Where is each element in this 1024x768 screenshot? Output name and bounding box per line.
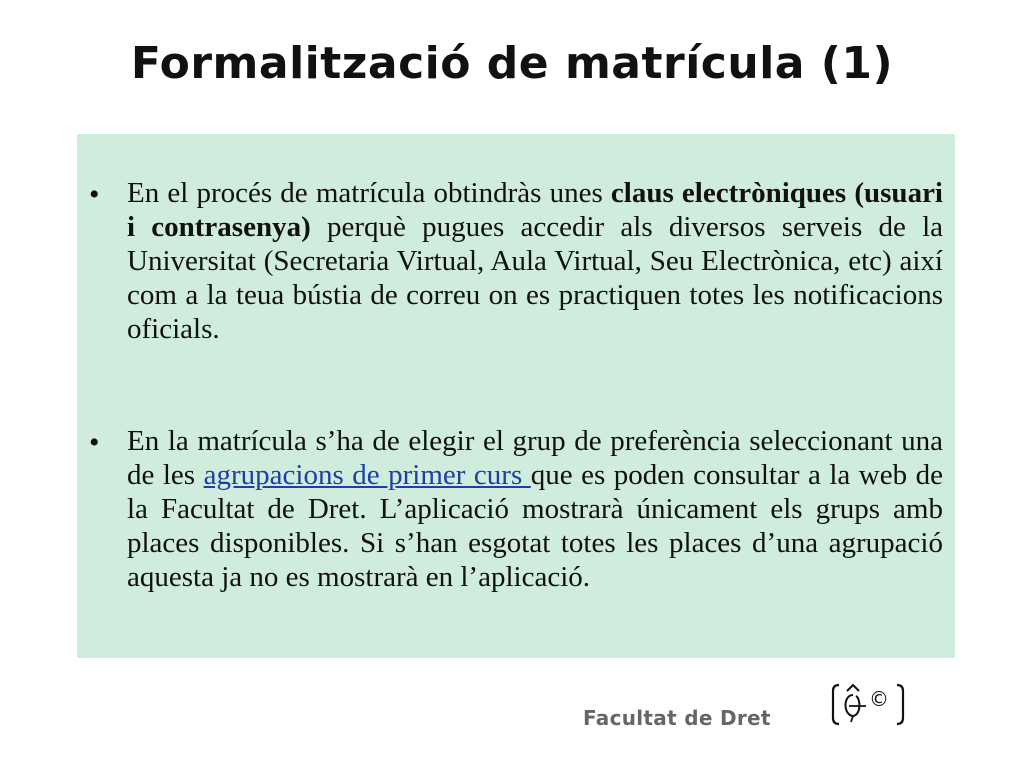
slide-title: Formalització de matrícula (1) (130, 38, 894, 89)
content-box (77, 134, 955, 658)
bullet-item-credentials (77, 176, 955, 346)
bullet-bold-text: claus electròniques (usuari i contrasenya) (127, 177, 943, 243)
bullet-text-part: que es poden consultar a la web de la Facultat de Dret. L’aplicació mostrarà únicament els grups amb places disponibles. Si s’han esgotat totes les places d’una agrupació aquesta ja no es mostrarà en l’aplicació. (127, 459, 943, 593)
footer-faculty-label: Facultat de Dret (583, 706, 771, 730)
bullet-text-part: perquè pugues accedir als diversos serveis de la Universitat (Secretaria Virtual, Aula Virtual, Seu Electrònica, etc) així com a la teua bústia de correu on es practiquen totes les notificacions oficials. (127, 211, 944, 345)
bullet-marker: • (89, 178, 100, 211)
bullet-text (127, 176, 943, 346)
agrupacions-link[interactable]: agrupacions de primer curs (203, 459, 531, 491)
university-seal-icon (830, 680, 906, 728)
bullet-item-group-selection (77, 424, 955, 594)
bullet-text-part: En la matrícula s’ha de elegir el grup de preferència seleccionant una de les (127, 425, 943, 491)
logo-copyright-mark: © (869, 687, 889, 711)
bullet-text-part: En el procés de matrícula obtindràs unes (127, 177, 611, 209)
bullet-text (127, 424, 943, 594)
bullet-marker: • (89, 426, 100, 459)
